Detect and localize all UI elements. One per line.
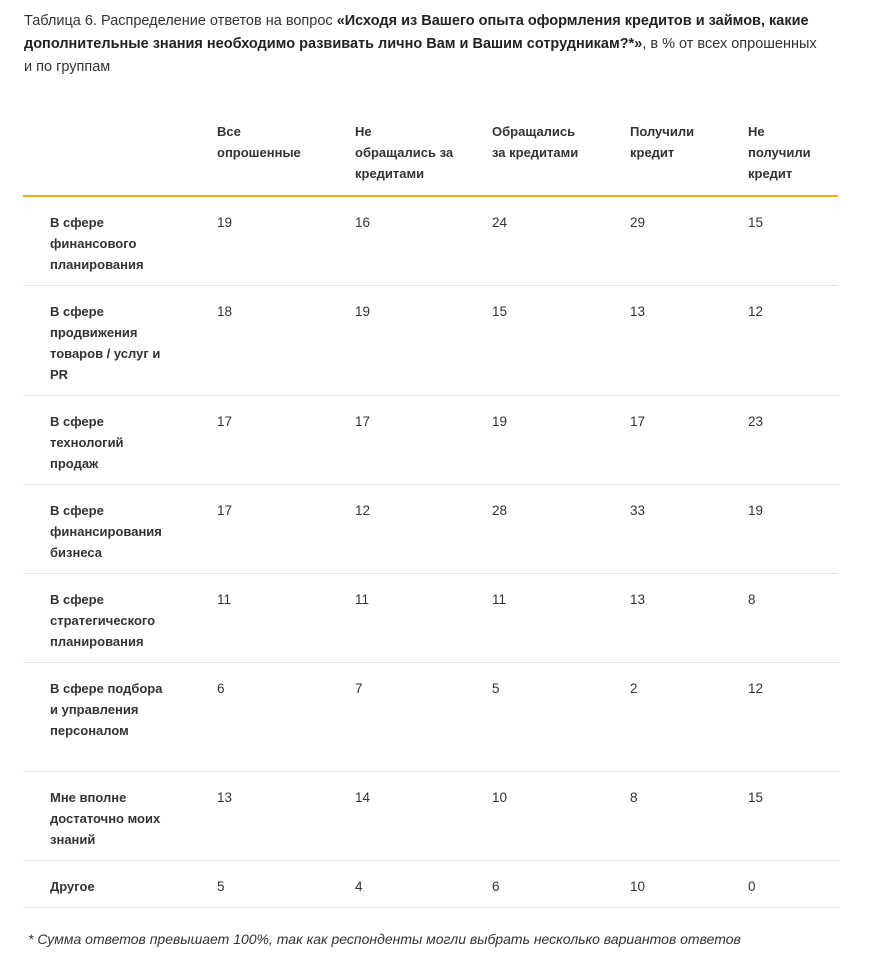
row-label: Другое (23, 861, 189, 908)
caption-suffix: , в % от всех опрошенных и по группам (24, 36, 817, 75)
cell-value: 17 (189, 485, 327, 574)
cell-value: 11 (189, 574, 327, 663)
table-row (23, 485, 838, 574)
header-empty (23, 112, 189, 196)
table-row (23, 574, 838, 663)
cell-value: 28 (464, 485, 602, 574)
row-label: В сфере продвижения товаров / услуг и PR (23, 286, 189, 396)
cell-value: 6 (189, 663, 327, 772)
cell-value: 4 (327, 861, 464, 908)
table-row (23, 396, 838, 485)
cell-value: 19 (720, 485, 838, 574)
cell-value: 19 (327, 286, 464, 396)
cell-value: 17 (189, 396, 327, 485)
cell-value: 29 (602, 196, 720, 286)
caption-question: «Исходя из Вашего опыта оформления кредитов и займов, какие дополнительные знания необходимо развивать лично Вам и Вашим сотрудникам?*» (24, 13, 809, 52)
cell-value: 33 (602, 485, 720, 574)
cell-value: 15 (464, 286, 602, 396)
cell-value: 19 (189, 196, 327, 286)
table-caption (24, 10, 824, 79)
cell-value: 24 (464, 196, 602, 286)
header-got-credit: Получили кредит (602, 112, 720, 196)
caption-prefix: Таблица 6. Распределение ответов на вопрос (24, 13, 337, 29)
cell-value: 17 (327, 396, 464, 485)
row-label: В сфере подбора и управления персоналом (23, 663, 189, 772)
table-row (23, 861, 838, 908)
header-did-not-get-credit: Не получили кредит (720, 112, 838, 196)
cell-value: 11 (327, 574, 464, 663)
table-row (23, 286, 838, 396)
cell-value: 14 (327, 772, 464, 861)
cell-value: 15 (720, 772, 838, 861)
cell-value: 15 (720, 196, 838, 286)
row-label: В сфере финансирования бизнеса (23, 485, 189, 574)
cell-value: 6 (464, 861, 602, 908)
cell-value: 13 (189, 772, 327, 861)
cell-value: 16 (327, 196, 464, 286)
cell-value: 0 (720, 861, 838, 908)
cell-value: 10 (464, 772, 602, 861)
cell-value: 23 (720, 396, 838, 485)
header-applied: Обращались за кредитами (464, 112, 602, 196)
row-label: В сфере стратегического планирования (23, 574, 189, 663)
cell-value: 18 (189, 286, 327, 396)
cell-value: 10 (602, 861, 720, 908)
cell-value: 17 (602, 396, 720, 485)
cell-value: 12 (327, 485, 464, 574)
header-did-not-apply: Не обращались за кредитами (327, 112, 464, 196)
cell-value: 7 (327, 663, 464, 772)
row-label: В сфере финансового планирования (23, 196, 189, 286)
row-label: Мне вполне достаточно моих знаний (23, 772, 189, 861)
cell-value: 8 (602, 772, 720, 861)
cell-value: 12 (720, 286, 838, 396)
cell-value: 2 (602, 663, 720, 772)
header-all-respondents: Все опрошенные (189, 112, 327, 196)
footnote: * Сумма ответов превышает 100%, так как респонденты могли выбрать несколько вариантов ответов (28, 931, 741, 947)
cell-value: 11 (464, 574, 602, 663)
table-header-row (23, 112, 838, 196)
row-label: В сфере технологий продаж (23, 396, 189, 485)
table-row (23, 196, 838, 286)
cell-value: 5 (189, 861, 327, 908)
cell-value: 5 (464, 663, 602, 772)
cell-value: 13 (602, 574, 720, 663)
table-row (23, 663, 838, 772)
cell-value: 13 (602, 286, 720, 396)
cell-value: 8 (720, 574, 838, 663)
survey-table (23, 112, 838, 908)
cell-value: 19 (464, 396, 602, 485)
table-row (23, 772, 838, 861)
cell-value: 12 (720, 663, 838, 772)
